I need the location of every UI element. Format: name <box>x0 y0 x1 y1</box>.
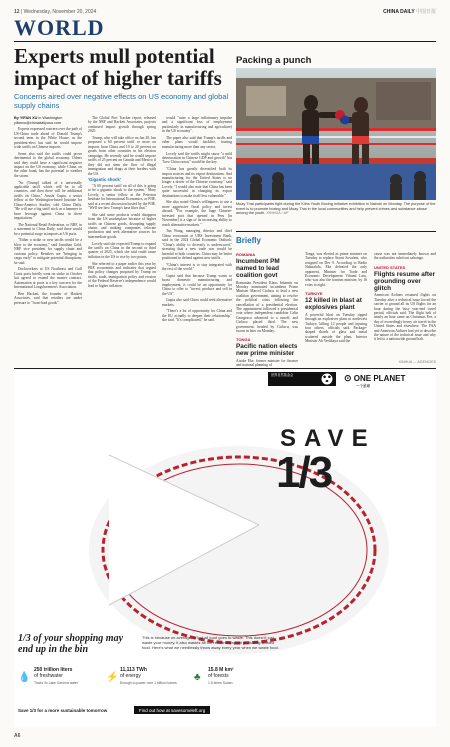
stat-value <box>208 667 234 679</box>
photo-title: Packing a punch <box>236 55 312 66</box>
article-crosshead: 'Gigantic shock' <box>88 177 121 183</box>
briefly-title: Briefly <box>236 236 261 245</box>
col1-text <box>14 127 82 305</box>
brief-headline: 12 killed in blast at explosives plant <box>305 297 362 312</box>
stat-number: 250 trillion liters <box>34 667 73 673</box>
masthead-en: CHINA DAILY <box>383 9 415 15</box>
brief-headline: Pacific nation elects new prime minister <box>236 343 298 358</box>
brief-column-1 <box>236 252 298 372</box>
briefly-credit: XINHUA — AGENCIES <box>398 360 436 364</box>
brief-headline: Incumbent PM named to lead coalition govt <box>236 258 280 279</box>
page-code: A6 <box>14 733 21 739</box>
brief-body: Romanian President Klaus Iohannis on Monday nominated incumbent Prime Minister Marcel Ciolacu to lead a new coalition government, aiming to resolve the political crisis following the cancellation of a presidential election. The appointment followed a presidential vote where independent candidate Calin Georgescu advanced to a runoff, and Ciolacu placed third. The new government, headed by Ciolacu, was sworn in later on Monday. <box>236 280 298 333</box>
brief-body: Tonga, was elected as prime minister on Tuesday to replace Siaosi Sovaleni, who resigned on Dec 9. According to Radio Nukualofa, Eke defeated the only opponent, Minister for Trade and Economic Development Viliami Latu, who was also the tourism minister, by 16 votes to eight. <box>305 252 367 287</box>
brief-country: TURKIYE <box>305 291 323 297</box>
masthead-cn: 中国日报 <box>415 9 436 15</box>
energy-icon: ⚡ <box>106 672 119 683</box>
section-title: WORLD <box>14 15 105 40</box>
header-rule <box>14 41 436 42</box>
stat-note: 1.5 times Sudan <box>208 681 233 685</box>
one-planet-text: ONE PLANET <box>353 374 406 383</box>
paragraph: Gupta also said China could seek alternative markets. <box>162 298 232 307</box>
paragraph: She said some products would disappear from the US marketplace because of higher tariffs on Chinese goods, disrupting supply chains and making companies relocate production and seek alternative sources for intermediate goods. <box>88 212 156 239</box>
paragraph: The National Retail Federation, or NRF, in a statement to China Daily, said there would be a potential surge in imports at US ports. <box>14 222 82 236</box>
paragraph: Experts expressed concern over the path of US-China trade ahead of Donald Trump's second term in the White House, as the president-elect has said he would impose wide tariffs on Chinese imports. <box>14 127 82 149</box>
brief-country: ROMANIA <box>236 252 256 257</box>
boxing-photo <box>236 68 436 200</box>
paragraph: She also noted China's willingness to use a more aggressive fiscal policy and invest abroad. "For example, the huge Chinese-invested port that opened in Peru [in November] is a sign of its increasing ability to reach alternative markets." <box>162 200 232 227</box>
brief-headline: Flights resume after grounding over glitch <box>374 270 436 292</box>
col3-text <box>162 116 232 323</box>
wwf-logo-block <box>268 372 336 386</box>
ad-top-rule <box>14 368 436 369</box>
article-headline: Experts mull potential impact of higher tariffs <box>14 44 222 90</box>
paragraph: The paper also said that Trump's tariffs and other plans would backfire, hurting manufacturing more than any sector. <box>162 136 232 149</box>
ad-tagline: 1/3 of your shopping may end up in the bin <box>18 633 124 655</box>
byline: By YIFAN XU <box>14 116 38 120</box>
stat-energy <box>106 667 191 685</box>
stat-unit: of freshwater <box>34 673 63 679</box>
paragraph: Lovely said the tariffs might cause "a mild deterioration in Chinese GDP and growth" but "how China reacts" would be the key. <box>162 151 232 165</box>
paragraph: Tan Wang, managing director and chief China economist at UBS Investment Bank, said in the 2024 Global Economic Outlook: "China's ability to diversify is underscored," stressing that a new trade war would be harmful to both countries. China may be better positioned to defend against new tariffs. <box>162 229 232 261</box>
briefly-rule <box>236 231 436 232</box>
stat-unit: of forests <box>208 673 229 679</box>
brief-body: Aisake Eke, former minister for finance and national planning of <box>236 358 298 368</box>
brief-column-3 <box>374 252 436 346</box>
paragraph: Dockworkers at US Northeast and Gulf Coast ports briefly went on strike in October but agreed to extend the master contract. Automation at ports is a key concern for the International Longshoremen's Association. <box>14 267 82 290</box>
paragraph: The Global Port Tracker report, released by the NRF and Hackett Associates, projects continued import growth through spring 2025. <box>88 116 156 134</box>
paragraph: Lovely said she expected Trump to expand the tariffs on China in the second or third quarter of 2025, which she said could cause inflation in the US to rise by two points. <box>88 241 156 259</box>
byline-email: yifanxu@chinadailyusa.com <box>14 120 62 125</box>
brief-country: TONGA <box>236 337 251 343</box>
stat-value <box>34 667 72 679</box>
brief-body: cause was not immediately known and the authorities ruled out sabotage. <box>374 252 436 261</box>
paragraph: "Either a strike or new tariffs would be a blow to the economy," said Jonathan Gold, NRF vice president for supply chain and customs policy. Retailers are "bringing in cargo early" to mitigate potential disruptions, he said. <box>14 238 82 265</box>
stat-note: That's 3x Lake Geneva water <box>34 681 78 685</box>
paragraph: Gupta said that because Trump wants to boost domestic manufacturing and employment, it could be an opportunity for China to offer to "invest, produce and sell in the US". <box>162 273 232 296</box>
paragraph: "China has greatly diversified both its import sources and its export destinations. And manufacturing for the United States is no longer a driver of the Chinese economy," said Lovely. "I would also note that China has been quite successful in changing its export destinations to make itself less vulnerable." <box>162 167 232 198</box>
stat-unit: of energy <box>120 673 141 679</box>
stat-note: Enough to power over 1 billion homes <box>120 681 177 685</box>
ad-footer-link[interactable]: Find out how at savesomeleft.org <box>134 706 210 714</box>
panda-icon <box>321 373 333 385</box>
issue-date: | Wednesday, November 20, 2024 <box>20 9 97 15</box>
boxing-photo-image <box>236 68 436 200</box>
paragraph: Some also said the tariffs could prove detrimental to the global economy. Others said they could have a significant negative impact on the US economy, while China, on the other hand, has the potential to weather the storm. <box>14 151 82 178</box>
paragraph: "There's a lot of opportunity for China and the EU actually to deepen their relationship," she said. "It's complicated," he said. <box>162 309 232 323</box>
planet-icon: ⊙ <box>344 373 352 383</box>
article-column-2 <box>88 116 156 290</box>
fraction-text: 1/3 <box>276 448 332 497</box>
one-planet-cn: 一个星球 <box>356 384 370 388</box>
paragraph: She referred to a paper earlier this year by PIIE economists and indicates that argued that policy changes proposed by Trump on tariffs, trade, immigration policy and erosion of the Federal Reserve's independence would lead to higher inflation. <box>88 261 156 288</box>
paragraph: Trump, who will take office on Jan 20, has proposed a 60 percent tariff or more on imports from China and 10 to 20 percent on goods from other countries in his election campaign. He recently said he would impose tariffs of 25 percent on Canada and Mexico if they did not stem the flow of illegal immigration and drugs at their borders with the US. <box>88 136 156 176</box>
photo-caption: Muay Thai participants fight during the Kilns Youth Boxing Initiative exhibition in Nairobi on Monday. The purpose of the event is to promote boxing and Muay Thai in the local communities and help prevent crimes and substance abuse among the youth. <box>236 202 436 216</box>
water-icon: 💧 <box>18 672 31 683</box>
save-text: SAVE <box>280 425 376 452</box>
advertisement <box>14 370 436 727</box>
byline-block <box>14 116 82 125</box>
photo-credit: XINHUA / AP <box>266 211 289 216</box>
masthead <box>383 8 436 15</box>
stat-number: 11,113 TWh <box>120 667 147 673</box>
paragraph: Ben Hackett, the founder of Hackett Associates, said that retailers are under pressure to "front-load goods". <box>14 291 82 305</box>
paragraph: would "raise a large inflationary impulse and a significant loss of employment particularly in manufacturing and agriculture) in the US economy". <box>162 116 232 134</box>
ad-blurb: This is because on average, 1/3 of all food goes to waste. This doesn't just waste your money, it also wastes all the resources spent producing wasted food. Here's what we needlessly throw away every year when we waste food. <box>142 635 279 650</box>
brief-body: A powerful blast on Tuesday ripped through an explosives plant in northwest Turkiye, killing 12 people and injuring four others, officials said. Package-shaped shards of glass and metal scattered outside the plant, Interior Minister Ali Yerlikaya said the <box>305 312 367 344</box>
stat-value <box>120 667 147 679</box>
stat-freshwater <box>18 667 103 685</box>
paragraph: "A 60 percent tariff on all of this is going to be a gigantic shock to the system," Mary Lovely, a senior fellow at the Peterson Institute for International Economics, or PIIE, said at a recent discussion hosted by the PIIE. "We'll see how Trump's base likes that." <box>88 183 156 210</box>
tree-icon: ♣ <box>194 672 201 683</box>
col2-text <box>88 116 156 288</box>
stat-number: 15.8 M km² <box>208 667 234 673</box>
ad-footer-cta: Save 1/3 for a more sustainable tomorrow <box>18 708 108 713</box>
paragraph: "So [Trump] talked of a universally applicable tariff which will be to all countries, and then there will be additional tariffs on China," Arushi Gupta, a senior fellow at the Washington-based Institute for China-America Studies, told China Daily. "He will use a big tariff stick as a hammer to have leverage against China in these negotiations." <box>14 180 82 221</box>
ad-stats <box>18 667 280 703</box>
brief-column-2 <box>305 252 367 348</box>
brief-body: American Airlines resumed flights on Tuesday after a technical issue forced the carrier to ground all its US flights for an hour during the busy year-end travel period, officials said. The flight halt of nearly an hour came on Christmas Eve, a day of exceedingly heavy air travel in the United States and elsewhere. The FAA and American Airlines had yet to describe the nature of the technical issue and why it led to a nationwide ground halt. <box>374 293 436 342</box>
brief-country: UNITED STATES <box>374 264 406 270</box>
wwf-text: 世界自然基金会 <box>271 373 294 377</box>
one-planet-logo <box>344 373 405 389</box>
photo-caption-block <box>236 202 436 216</box>
article-column-3 <box>162 116 232 325</box>
paragraph: "China's interest is to stay integrated with the rest of the world." <box>162 262 232 272</box>
article-column-1 <box>14 116 82 307</box>
page-number: 12 <box>14 9 20 15</box>
article-subhead: Concerns aired over negative effects on US economy and global supply chains <box>14 92 229 110</box>
stat-forests <box>194 667 279 685</box>
byline-location: in Washington <box>38 116 63 120</box>
